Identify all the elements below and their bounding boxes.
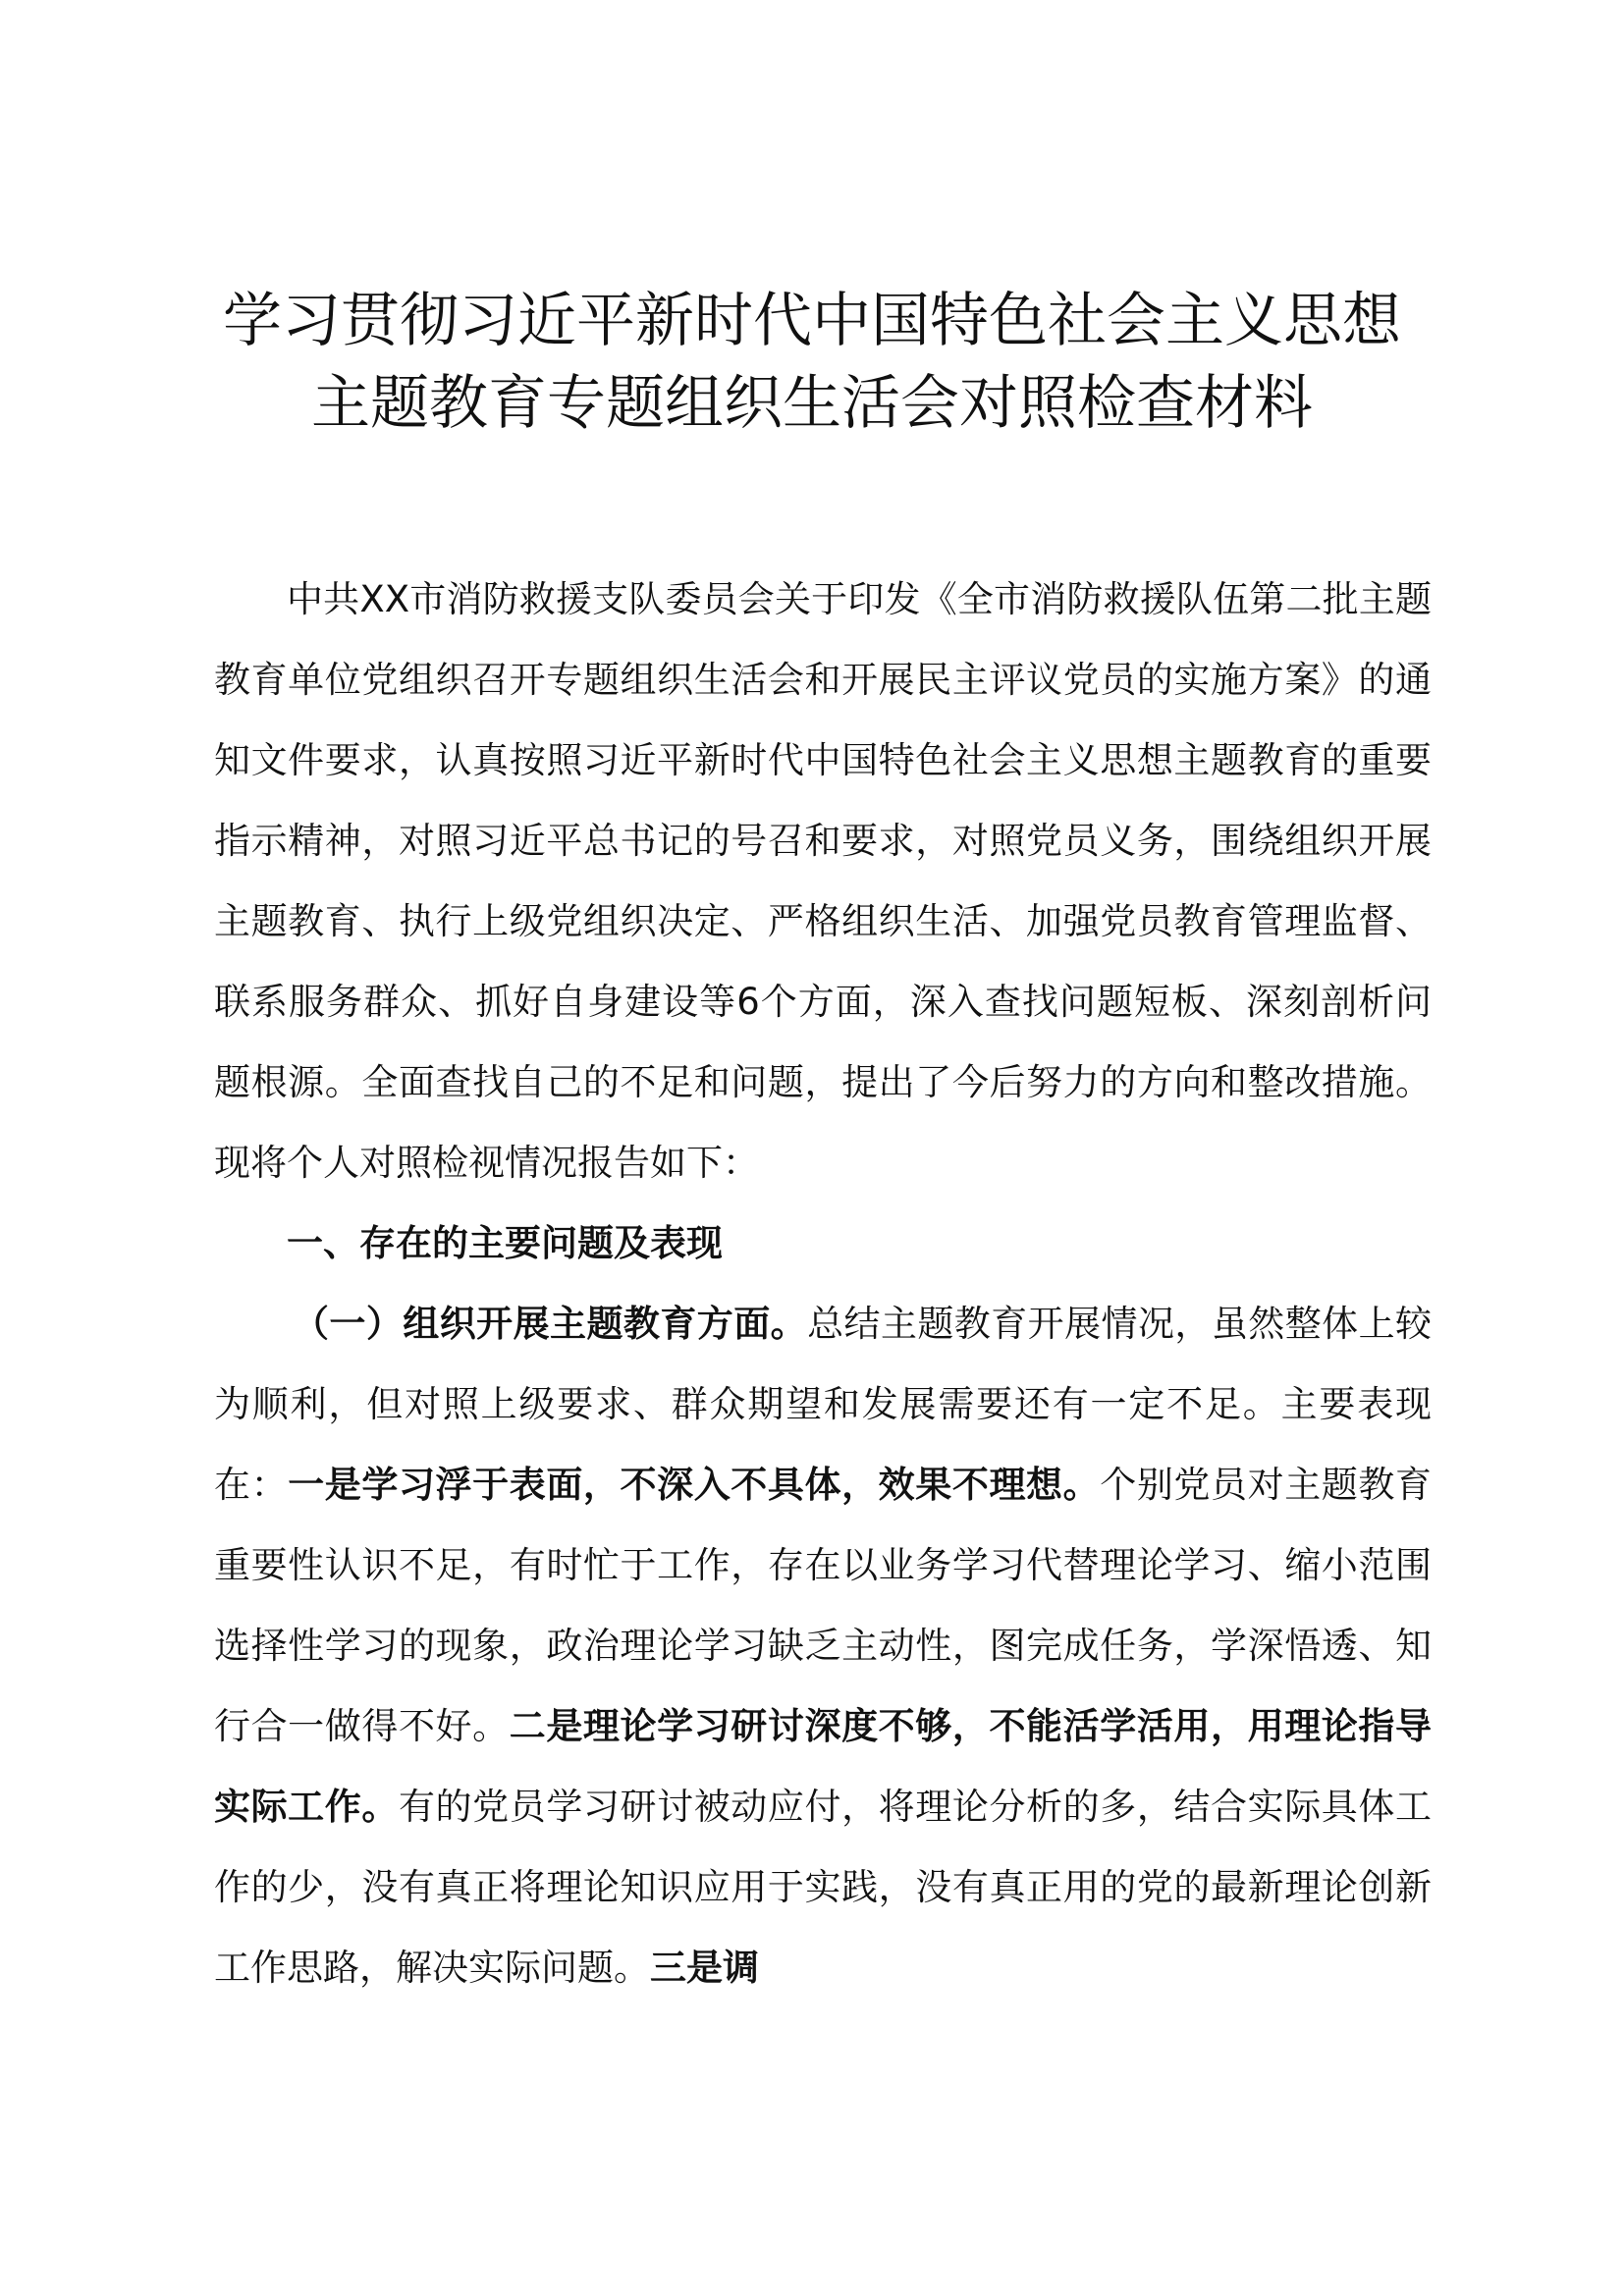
point-2-bold: 二是理论学习研讨深度不够，不能活学活用，用理论指导实际工作。 — [214, 1705, 1432, 1828]
document-body — [214, 560, 1432, 2008]
document-title — [177, 280, 1447, 445]
subsection-text-3: 有的党员学习研讨被动应付，将理论分析的多，结合实际具体工作的少，没有真正将理论知识应用于实践，没有真正用的党的最新理论创新工作思路，解决实际问题。 — [214, 1786, 1432, 1989]
point-3-bold: 三是调 — [650, 1947, 759, 1989]
intro-paragraph: 中共XX市消防救援支队委员会关于印发《全市消防救援队伍第二批主题教育单位党组织召开专题组织生活会和开展民主评议党员的实施方案》的通知文件要求，认真按照习近平新时代中国特色社会主义思想主题教育的重要指示精神，对照习近平总书记的号召和要求，对照党员义务，围绕组织开展主题教育、执行上级党组织决定、严格组织生活、加强党员教育管理监督、联系服务群众、抓好自身建设等6个方面，深入查找问题短板、深刻剖析问题根源。全面查找自己的不足和问题，提出了今后努力的方向和整改措施。现将个人对照检视情况报告如下： — [214, 578, 1432, 1184]
subsection-text-2: 个别党员对主题教育重要性认识不足，有时忙于工作，存在以业务学习代替理论学习、缩小范围选择性学习的现象，政治理论学习缺乏主动性，图完成任务，学深悟透、知行合一做得不好。 — [214, 1464, 1432, 1747]
point-1-bold: 一是学习浮于表面，不深入不具体，效果不理想。 — [288, 1464, 1101, 1506]
subsection-text-1: 总结主题教育开展情况，虽然整体上较为顺利，但对照上级要求、群众期望和发展需要还有一定不足。主要表现在： — [214, 1303, 1433, 1506]
subsection-paragraph — [214, 1284, 1432, 2008]
title-line-2: 主题教育专题组织生活会对照检查材料 — [311, 369, 1313, 438]
section-heading: 一、存在的主要问题及表现 — [287, 1222, 723, 1264]
title-line-1: 学习贯彻习近平新时代中国特色社会主义思想 — [223, 287, 1401, 355]
subsection-heading: （一）组织开展主题教育方面。 — [293, 1303, 808, 1345]
